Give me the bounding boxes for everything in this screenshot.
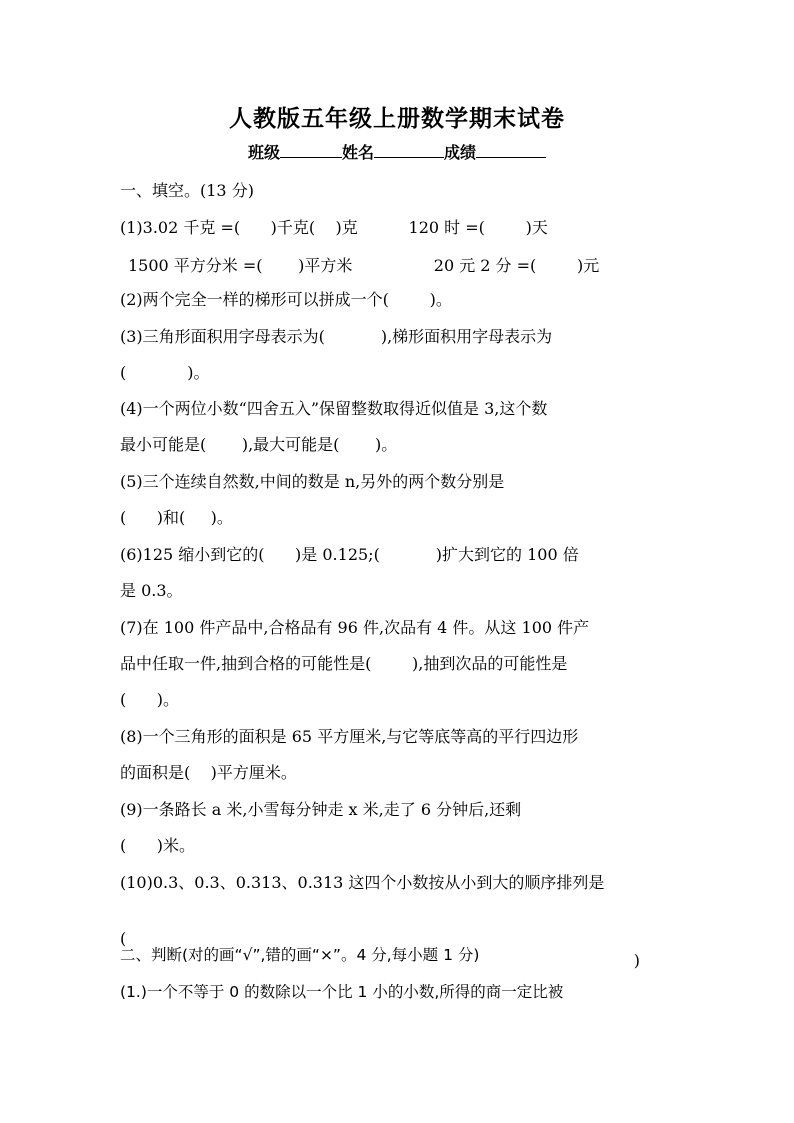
section1-heading: 一、填空。(13 分) <box>120 181 254 200</box>
class-label: 班级 <box>247 143 280 162</box>
question-9-line-2: ( )米。 <box>120 836 196 855</box>
question-7-line-3: ( )。 <box>120 690 180 709</box>
student-info-row <box>0 140 794 163</box>
question-3-line-1: (3)三角形面积用字母表示为( ),梯形面积用字母表示为 <box>120 327 553 346</box>
score-label: 成绩 <box>444 143 477 162</box>
question-5-line-1: (5)三个连续自然数,中间的数是 n,另外的两个数分别是 <box>120 472 505 491</box>
question-8-line-1: (8)一个三角形的面积是 65 平方厘米,与它等底等高的平行四边形 <box>120 727 579 746</box>
question-10-line-1: (10)0.3、0.3、0.313、0.313 这四个小数按从小到大的顺序排列是 <box>120 873 605 892</box>
question-6-line-1: (6)125 缩小到它的( )是 0.125;( )扩大到它的 100 倍 <box>120 545 579 564</box>
score-blank[interactable] <box>476 141 546 158</box>
section2-heading: 二、判断(对的画“√”,错的画“×”。4 分,每小题 1 分) <box>120 946 480 964</box>
answer-close-paren: ) <box>633 951 640 970</box>
question-4-line-2: 最小可能是( ),最大可能是( )。 <box>120 435 398 454</box>
question-2: (2)两个完全一样的梯形可以拼成一个( )。 <box>120 290 452 309</box>
question-8-line-2: 的面积是( )平方厘米。 <box>120 763 297 782</box>
name-label: 姓名 <box>341 143 374 162</box>
question-7-line-1: (7)在 100 件产品中,合格品有 96 件,次品有 4 件。从这 100 件产 <box>120 618 590 637</box>
question-5-line-2: ( )和( )。 <box>120 508 233 527</box>
class-blank[interactable] <box>280 141 342 158</box>
name-blank[interactable] <box>374 141 444 158</box>
question-1-line-2: 1500 平方分米 =( )平方米 20 元 2 分 =( )元 <box>128 256 600 275</box>
question-3-line-2: ( )。 <box>120 363 210 382</box>
question-7-line-2: 品中任取一件,抽到合格的可能性是( ),抽到次品的可能性是 <box>120 654 568 673</box>
exam-title: 人教版五年级上册数学期末试卷 <box>229 105 565 132</box>
question-1-line-1: (1)3.02 千克 =( )千克( )克 120 时 =( )天 <box>120 218 548 237</box>
question-9-line-1: (9)一条路长 a 米,小雪每分钟走 x 米,走了 6 分钟后,还剩 <box>120 800 522 819</box>
answer-open-paren: ( <box>120 929 127 948</box>
judge-question-1: (1.)一个不等于 0 的数除以一个比 1 小的小数,所得的商一定比被 <box>120 983 564 1001</box>
question-4-line-1: (4)一个两位小数“四舍五入”保留整数取得近似值是 3,这个数 <box>120 399 548 418</box>
question-6-line-2: 是 0.3。 <box>120 581 183 600</box>
